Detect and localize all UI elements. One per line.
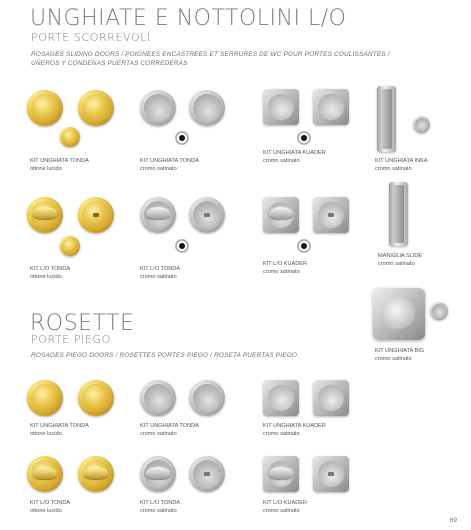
section-subtitle-rosette: PORTE PIEGO bbox=[31, 333, 111, 346]
page-title: UNGHIATE E NOTTOLINI L/O bbox=[30, 6, 347, 31]
product-finish: cromo satinato bbox=[140, 165, 177, 172]
finger-hole bbox=[175, 239, 189, 253]
finger-hole bbox=[297, 131, 311, 145]
big-pull bbox=[373, 288, 425, 340]
product-finish: ottone lucido bbox=[30, 507, 62, 514]
brass-rose-left bbox=[27, 380, 63, 416]
brass-release-slot bbox=[93, 213, 99, 217]
chrome-square-rose-right bbox=[313, 380, 349, 416]
release-slot bbox=[328, 213, 334, 217]
caption-p6 bbox=[140, 266, 180, 281]
product-name: KIT UNGHIATA INKA bbox=[375, 158, 428, 164]
page-number: 69 bbox=[449, 517, 457, 524]
chrome-square-pull-right bbox=[313, 89, 349, 125]
product-finish: cromo satinato bbox=[263, 430, 300, 437]
product-finish: cromo satinato bbox=[263, 157, 300, 164]
product-name: KIT L/O TONDA bbox=[140, 500, 181, 506]
square-lock-lever bbox=[269, 467, 293, 479]
caption-p5 bbox=[30, 266, 70, 281]
product-finish: cromo satinato bbox=[263, 268, 300, 275]
brass-round-pull-right bbox=[78, 90, 114, 126]
brass-lock-lever bbox=[33, 207, 57, 219]
brass-finger-hole bbox=[60, 127, 80, 147]
square-lock-lever bbox=[269, 207, 293, 219]
chrome-lock-lever bbox=[146, 207, 170, 219]
brass-finger-hole bbox=[60, 236, 80, 256]
caption-p12 bbox=[263, 423, 326, 438]
finger-hole bbox=[297, 239, 311, 253]
caption-p10 bbox=[30, 423, 89, 438]
product-finish: ottone lucido bbox=[30, 165, 62, 172]
product-name: KIT UNGHIATA KUADER bbox=[263, 423, 326, 429]
chrome-square-pull-left bbox=[263, 89, 299, 125]
caption-p1 bbox=[30, 158, 89, 173]
caption-p13 bbox=[30, 500, 70, 515]
header-description bbox=[31, 51, 451, 68]
product-name: MANIGLIA SLIDE bbox=[378, 253, 423, 259]
chrome-rose-left bbox=[140, 380, 176, 416]
chrome-rose-right bbox=[189, 380, 225, 416]
header-description-line1: ROSAGES SLIDING DOORS / POIGNEES ENCASTREES ET SERRURES DE WC POUR PORTES COULISSANTES / bbox=[31, 51, 390, 58]
caption-p4 bbox=[375, 158, 428, 173]
product-name: KIT UNGHIATA TONDA bbox=[30, 158, 89, 164]
brass-rose-right bbox=[78, 380, 114, 416]
slide-handle-bar bbox=[389, 182, 408, 246]
chrome-square-rose-left bbox=[263, 380, 299, 416]
caption-p11 bbox=[140, 423, 199, 438]
product-name: KIT L/O TONDA bbox=[140, 266, 181, 272]
caption-p14 bbox=[140, 500, 180, 515]
product-name: KIT L/O TONDA bbox=[30, 500, 71, 506]
page-subtitle: PORTE SCORREVOLI bbox=[31, 31, 151, 44]
product-name: KIT UNGHIATA KUADER bbox=[263, 150, 326, 156]
release-slot bbox=[328, 472, 334, 476]
product-name: KIT L/O KUADER bbox=[263, 261, 308, 267]
product-finish: cromo satinato bbox=[140, 273, 177, 280]
caption-p3 bbox=[263, 150, 326, 165]
inka-finger-hole bbox=[413, 116, 430, 133]
big-finger-hole bbox=[430, 302, 448, 320]
product-name: KIT L/O TONDA bbox=[30, 266, 71, 272]
product-finish: ottone lucido bbox=[30, 273, 62, 280]
product-finish: cromo satinato bbox=[375, 355, 412, 362]
product-finish: cromo satinato bbox=[140, 507, 177, 514]
product-finish: ottone lucido bbox=[30, 430, 62, 437]
chrome-lock-lever bbox=[146, 467, 170, 479]
brass-round-pull-left bbox=[27, 90, 63, 126]
product-name: KIT UNGHIATA TONDA bbox=[30, 423, 89, 429]
release-slot bbox=[204, 472, 210, 476]
caption-p7 bbox=[263, 261, 307, 276]
finger-hole bbox=[175, 131, 189, 145]
brass-release-lever bbox=[84, 467, 108, 479]
header-description-line2: UÑEROS Y CONDENAS PUERTAS CORREDERAS bbox=[31, 59, 188, 67]
chrome-round-pull-left bbox=[140, 90, 176, 126]
product-name: KIT UNGHIATA TONDA bbox=[140, 423, 199, 429]
caption-p8 bbox=[378, 253, 422, 268]
product-name: KIT L/O KUADER bbox=[263, 500, 308, 506]
section-title-rosette: ROSETTE bbox=[30, 311, 135, 336]
caption-p9 bbox=[375, 348, 424, 363]
release-slot bbox=[204, 213, 210, 217]
inka-pull-bar bbox=[377, 86, 396, 152]
caption-p15 bbox=[263, 500, 307, 515]
product-finish: cromo satinato bbox=[375, 165, 412, 172]
product-name: KIT UNGHIATA TONDA bbox=[140, 158, 199, 164]
caption-p2 bbox=[140, 158, 199, 173]
chrome-round-pull-right bbox=[189, 90, 225, 126]
product-finish: cromo satinato bbox=[140, 430, 177, 437]
brass-lock-lever bbox=[33, 467, 57, 479]
product-finish: cromo satinato bbox=[378, 260, 415, 267]
product-name: KIT UNGHIATA BIG bbox=[375, 348, 425, 354]
product-finish: cromo satinato bbox=[263, 507, 300, 514]
rosette-description: ROSAGES PIEGO DOORS / ROSETTES PORTES PIEGO / ROSETA PUERTAS PIEGO bbox=[31, 352, 298, 359]
